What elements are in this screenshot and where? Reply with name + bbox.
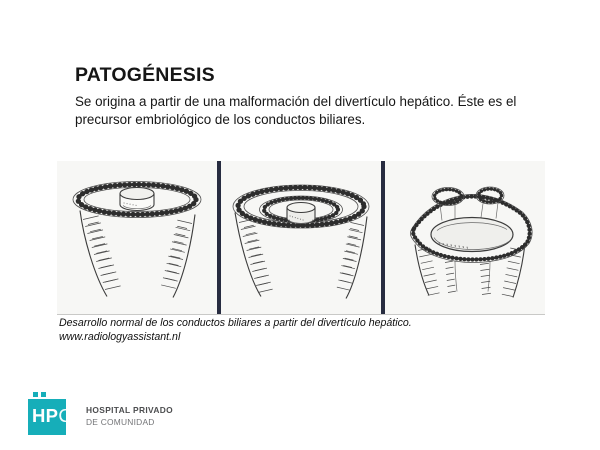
logo-monogram-bold: HP	[32, 405, 59, 426]
hepatic-diverticulum-stage1-drawing	[57, 161, 217, 314]
illustration-panel-1	[57, 161, 217, 314]
hospital-name	[86, 405, 173, 427]
caption-text: Desarrollo normal de los conductos biliares a partir del divertículo hepático.	[59, 317, 412, 329]
hospital-name-line2: DE COMUNIDAD	[86, 417, 155, 427]
logo-tab-icon	[33, 392, 38, 397]
figure-caption	[59, 317, 412, 344]
logo-monogram	[32, 406, 72, 426]
hospital-name-line1: HOSPITAL PRIVADO	[86, 405, 174, 415]
illustration-panel-3	[385, 161, 545, 314]
hepatic-diverticulum-stage2-drawing	[221, 161, 381, 314]
figure-strip	[57, 161, 545, 315]
logo-monogram-light: C	[58, 405, 72, 426]
body-text: Se origina a partir de una malformación del divertículo hepático. Éste es el precursor embriológico de los conductos biliares.	[75, 94, 517, 127]
hepatic-diverticulum-stage3-drawing	[385, 161, 545, 314]
illustration-panel-2	[221, 161, 381, 314]
logo-tab-icon	[41, 392, 46, 397]
caption-source-url: www.radiologyassistant.nl	[59, 330, 181, 343]
page-title: PATOGÉNESIS	[75, 64, 215, 86]
hpc-logo	[28, 399, 72, 435]
